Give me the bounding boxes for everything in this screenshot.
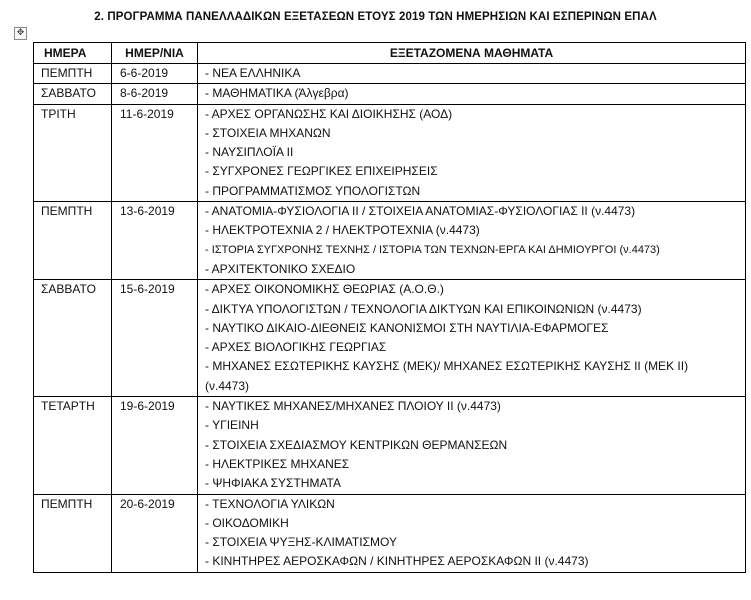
subject-item: - ΑΡΧΕΣ ΟΙΚΟΝΟΜΙΚΗΣ ΘΕΩΡΙΑΣ (Α.Ο.Θ.): [205, 282, 444, 297]
day-cell: [34, 104, 112, 201]
date-text: 8-6-2019: [120, 86, 169, 101]
date-text: 13-6-2019: [120, 204, 175, 219]
date-cell: [112, 397, 198, 494]
table-row: [34, 104, 746, 201]
subject-item: - ΔΙΚΤΥΑ ΥΠΟΛΟΓΙΣΤΩΝ / ΤΕΧΝΟΛΟΓΙΑ ΔΙΚΤΥΩΝ ΚΑΙ ΕΠΙΚΟΙΝΩΝΙΩΝ (ν.4473): [205, 301, 642, 316]
subjects-cell: [198, 84, 746, 104]
day-text: ΠΕΜΠΤΗ: [41, 66, 93, 80]
date-cell: [112, 104, 198, 201]
subject-item: - ΑΝΑΤΟΜΙΑ-ΦΥΣΙΟΛΟΓΙΑ ΙΙ / ΣΤΟΙΧΕΙΑ ΑΝΑΤΟΜΙΑΣ-ΦΥΣΙΟΛΟΓΙΑΣ ΙΙ (ν.4473): [205, 204, 636, 219]
subject-item: - ΝΑΥΤΙΚΟ ΔΙΚΑΙΟ-ΔΙΕΘΝΕΙΣ ΚΑΝΟΝΙΣΜΟΙ ΣΤΗ ΝΑΥΤΙΛΙΑ-ΕΦΑΡΜΟΓΕΣ: [205, 320, 609, 335]
day-text: ΤΡΙΤΗ: [41, 106, 76, 121]
exam-schedule-table: [33, 42, 746, 573]
subject-item: - ΑΡΧΙΤΕΚΤΟΝΙΚΟ ΣΧΕΔΙΟ: [205, 261, 356, 276]
table-row: [34, 280, 746, 397]
subjects-cell: [198, 397, 746, 494]
date-text: 19-6-2019: [120, 399, 175, 414]
table-row: [34, 397, 746, 494]
subject-item: - ΜΗΧΑΝΕΣ ΕΣΩΤΕΡΙΚΗΣ ΚΑΥΣΗΣ (ΜΕΚ)/ ΜΗΧΑΝΕΣ ΕΣΩΤΕΡΙΚΗΣ ΚΑΥΣΗΣ ΙΙ (ΜΕΚ ΙΙ): [205, 359, 689, 374]
day-text: ΤΕΤΑΡΤΗ: [41, 399, 95, 414]
subject-item: - ΤΕΧΝΟΛΟΓΙΑ ΥΛΙΚΩΝ: [205, 496, 335, 511]
table-row: [34, 202, 746, 280]
date-text: 15-6-2019: [120, 282, 175, 297]
day-cell: [34, 280, 112, 397]
day-text: ΣΑΒΒΑΤΟ: [41, 86, 96, 101]
subject-item: - ΣΥΓΧΡΟΝΕΣ ΓΕΩΡΓΙΚΕΣ ΕΠΙΧΕΙΡΗΣΕΙΣ: [205, 164, 438, 179]
subject-item: - ΨΗΦΙΑΚΑ ΣΥΣΤΗΜΑΤΑ: [205, 476, 342, 491]
date-text: 20-6-2019: [120, 496, 175, 511]
table-row: [34, 494, 746, 572]
table-move-handle-icon[interactable]: ✥: [14, 27, 27, 40]
subjects-cell: [198, 64, 746, 84]
day-text: ΠΕΜΠΤΗ: [41, 496, 93, 511]
date-text: 11-6-2019: [120, 106, 174, 121]
date-cell: [112, 280, 198, 397]
header-subjects: ΕΞΕΤΑΖΟΜΕΝΑ ΜΑΘΗΜΑΤΑ: [198, 43, 746, 64]
date-cell: [112, 64, 198, 84]
table-row: [34, 84, 746, 104]
subjects-cell: [198, 104, 746, 201]
date-text: 6-6-2019: [120, 66, 169, 80]
date-cell: [112, 202, 198, 280]
subjects-cell: [198, 202, 746, 280]
day-cell: [34, 494, 112, 572]
subjects-cell: [198, 280, 746, 397]
subject-item: - ΑΡΧΕΣ ΟΡΓΑΝΩΣΗΣ ΚΑΙ ΔΙΟΙΚΗΣΗΣ (ΑΟΔ): [205, 106, 453, 121]
subjects-cell: [198, 494, 746, 572]
day-cell: [34, 202, 112, 280]
day-cell: [34, 84, 112, 104]
subject-item: - ΝΕΑ ΕΛΛΗΝΙΚΑ: [205, 66, 301, 80]
subject-item: (ν.4473): [205, 378, 250, 393]
subject-item: - ΣΤΟΙΧΕΙΑ ΣΧΕΔΙΑΣΜΟΥ ΚΕΝΤΡΙΚΩΝ ΘΕΡΜΑΝΣΕΩΝ: [205, 437, 508, 452]
subject-item: - ΣΤΟΙΧΕΙΑ ΜΗΧΑΝΩΝ: [205, 125, 331, 140]
header-day: ΗΜΕΡΑ: [34, 43, 112, 64]
subject-item: - ΝΑΥΤΙΚΕΣ ΜΗΧΑΝΕΣ/ΜΗΧΑΝΕΣ ΠΛΟΙΟΥ ΙΙ (ν.4473): [205, 399, 501, 414]
subject-item: - ΟΙΚΟΔΟΜΙΚΗ: [205, 515, 289, 530]
day-cell: [34, 64, 112, 84]
header-date: ΗΜΕΡ/ΝΙΑ: [112, 43, 198, 64]
subject-item: - ΙΣΤΟΡΙΑ ΣΥΓΧΡΟΝΗΣ ΤΕΧΝΗΣ / ΙΣΤΟΡΙΑ ΤΩΝ ΤΕΧΝΩΝ-ΕΡΓΑ ΚΑΙ ΔΗΜΙΟΥΡΓΟΙ (ν.4473): [205, 243, 660, 256]
header-row: [34, 43, 746, 64]
subject-item: - ΥΓΙΕΙΝΗ: [205, 418, 259, 433]
subject-item: - ΜΑΘΗΜΑΤΙΚΑ (Άλγεβρα): [205, 86, 349, 101]
subject-item: - ΑΡΧΕΣ ΒΙΟΛΟΓΙΚΗΣ ΓΕΩΡΓΙΑΣ: [205, 340, 387, 355]
date-cell: [112, 494, 198, 572]
subject-item: - ΗΛΕΚΤΡΙΚΕΣ ΜΗΧΑΝΕΣ: [205, 456, 350, 471]
document-title: 2. ΠΡΟΓΡΑΜΜΑ ΠΑΝΕΛΛΑΔΙΚΩΝ ΕΞΕΤΑΣΕΩΝ ΕΤΟΥΣ 2019 ΤΩΝ ΗΜΕΡΗΣΙΩΝ ΚΑΙ ΕΣΠΕΡΙΝΩΝ ΕΠΑΛ: [94, 11, 657, 23]
subject-item: - ΣΤΟΙΧΕΙΑ ΨΥΞΗΣ-ΚΛΙΜΑΤΙΣΜΟΥ: [205, 535, 397, 550]
day-text: ΠΕΜΠΤΗ: [41, 204, 93, 219]
subject-item: - ΚΙΝΗΤΗΡΕΣ ΑΕΡΟΣΚΑΦΩΝ / ΚΙΝΗΤΗΡΕΣ ΑΕΡΟΣΚΑΦΩΝ ΙΙ (ν.4473): [205, 554, 589, 569]
subject-item: - ΗΛΕΚΤΡΟΤΕΧΝΙΑ 2 / ΗΛΕΚΤΡΟΤΕΧΝΙΑ (ν.4473): [205, 223, 480, 238]
date-cell: [112, 84, 198, 104]
table-row: [34, 64, 746, 84]
subject-item: - ΝΑΥΣΙΠΛΟΪΑ ΙΙ: [205, 145, 294, 160]
subject-item: - ΠΡΟΓΡΑΜΜΑΤΙΣΜΟΣ ΥΠΟΛΟΓΙΣΤΩΝ: [205, 183, 421, 198]
day-text: ΣΑΒΒΑΤΟ: [41, 282, 96, 297]
day-cell: [34, 397, 112, 494]
